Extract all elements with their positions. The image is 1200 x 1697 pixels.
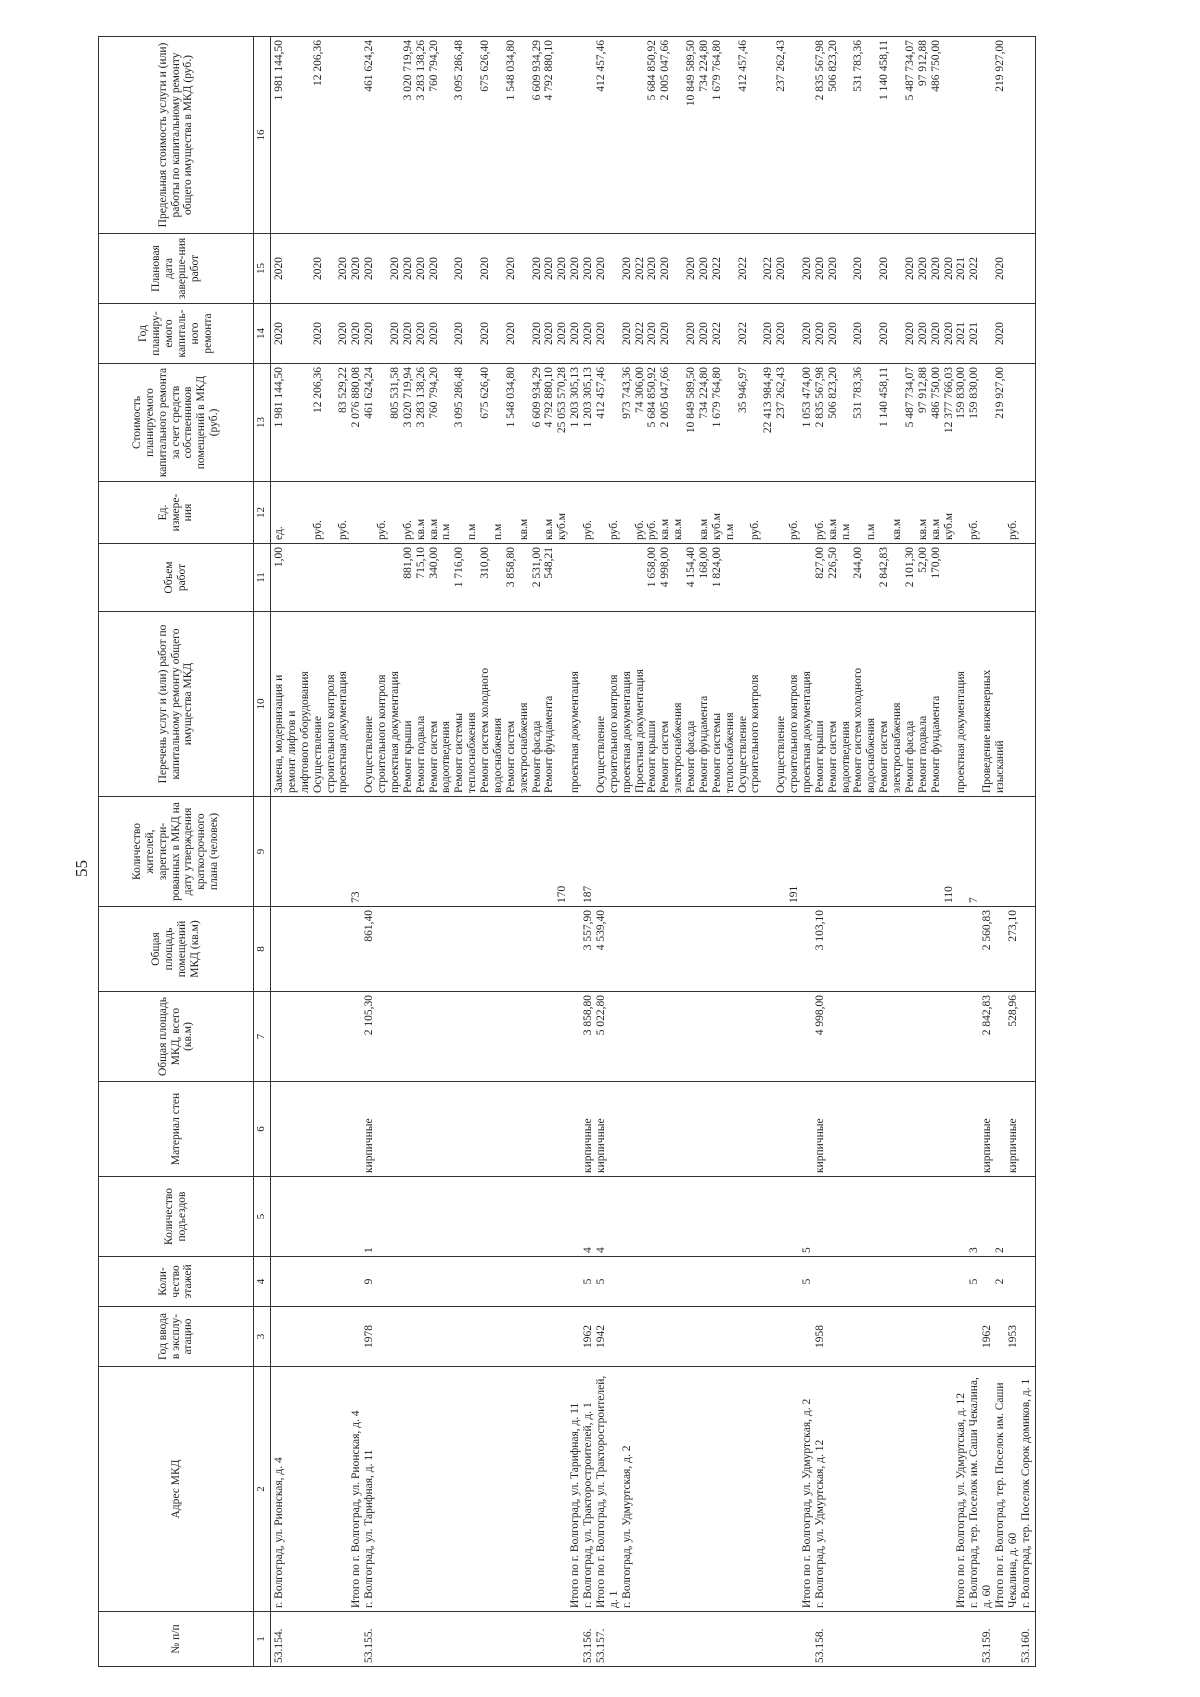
header-row — [99, 37, 254, 1667]
column-number: 6 — [254, 1082, 271, 1177]
column-number: 4 — [254, 1257, 271, 1307]
repair-plan-table — [98, 36, 1036, 1667]
column-number: 11 — [254, 544, 271, 612]
column-number-row — [254, 37, 271, 1667]
header-cell: Ед. измере-ния — [99, 482, 254, 544]
column-number: 13 — [254, 364, 271, 482]
header-cell: Адрес МКД — [99, 1367, 254, 1612]
col-volume: 1,00 881,00 715,10 340,00 1 716,00 310,00 3 858,80 2 531,00 548,21 1 658,00 4 998,00 4 154,40 168,00 1 824,00 827,00 226,50 244,00 2 842,83 2 101,30 52,00 170,00 — [271, 544, 1036, 612]
header-cell: Перечень услуг и (или) работ по капитальному ремонту общего имущества МКД — [99, 612, 254, 797]
column-number: 16 — [254, 37, 271, 234]
col-premises-area: 861,40 3 557,90 4 539,40 3 103,10 2 560,83 273,10 — [271, 907, 1036, 992]
header-cell: Год ввода в эксплу-атацию — [99, 1307, 254, 1367]
column-number: 10 — [254, 612, 271, 797]
col-cost: 1 981 144,50 12 206,36 83 529,22 2 076 880,08 461 624,24 805 531,58 3 020 719,94 3 283 138,26 760 794,20 3 095 286,48 675 626,40 1 548 034,80 6 609 934,29 4 792 880,10 25 053 570,28 1 203 305,13 1 203 305,13 412 457,46 973 743,36 74 306,00 5 684 850,92 2 005 047,66 10 849 589,50 734 224,80 1 679 764,80 35 946,97 22 413 984,49 237 262,43 1 053 474,00 2 835 567,98 506 823,20 531 783,36 1 140 458,11 5 487 734,07 97 912,88 486 750,00 12 377 766,03 159 830,00 159 830,00 219 927,00 — [271, 364, 1036, 482]
header-cell: Плановая дата заверше-ния работ — [99, 234, 254, 304]
col-end-date: 2020 2020 2020 2020 2020 2020 2020 2020 2020 2020 2020 2020 2020 2020 2020 2020 2020 2020 2020 2022 2020 2020 2020 2020 2022 2022 2022 2020 2020 2020 2020 2020 2020 2020 2020 2020 2020 2021 2022 2020 — [271, 234, 1036, 304]
header-cell: Количество жителей, зарегистри-рованных в МКД на дату утверждения краткосрочного плана (человек) — [99, 797, 254, 907]
col-number: 53.154. 53.155. 53.156. 53.157. 53.158. 53.159. 53.160. — [271, 1612, 1036, 1667]
col-wall-material: кирпичные кирпичные кирпичные кирпичные кирпичные кирпичные — [271, 1082, 1036, 1177]
column-number: 7 — [254, 992, 271, 1082]
col-floors: 9 5 5 5 5 2 — [271, 1257, 1036, 1307]
column-number: 8 — [254, 907, 271, 992]
body-row — [271, 37, 1036, 1667]
col-repair-year: 2020 2020 2020 2020 2020 2020 2020 2020 2020 2020 2020 2020 2020 2020 2020 2020 2020 2020 2020 2022 2020 2020 2020 2020 2022 2022 2020 2020 2020 2020 2020 2020 2020 2020 2020 2020 2020 2021 2021 2020 — [271, 304, 1036, 364]
header-cell: Год планиру-емого капиталь-ного ремонта — [99, 304, 254, 364]
col-residents: 73 170 187 191 110 7 — [271, 797, 1036, 907]
col-total-area: 2 105,30 3 858,80 5 022,80 4 998,00 2 842,83 528,96 — [271, 992, 1036, 1082]
column-number: 1 — [254, 1612, 271, 1667]
header-cell: Стоимость планируемого капитального ремонта за счет средств собственников помещений в МКД (руб.) — [99, 364, 254, 482]
header-cell: Общая площадь МКД, всего (кв.м) — [99, 992, 254, 1082]
col-entrances: 1 4 4 5 3 2 — [271, 1177, 1036, 1257]
column-number: 15 — [254, 234, 271, 304]
column-number: 12 — [254, 482, 271, 544]
column-number: 5 — [254, 1177, 271, 1257]
col-max-cost: 1 981 144,50 12 206,36 461 624,24 3 020 719,94 3 283 138,26 760 794,20 3 095 286,48 675 626,40 1 548 034,80 6 609 934,29 4 792 880,10 412 457,46 5 684 850,92 2 005 047,66 10 849 589,50 734 224,80 1 679 764,80 412 457,46 237 262,43 2 835 567,98 506 823,20 531 783,36 1 140 458,11 5 487 734,07 97 912,88 486 750,00 219 927,00 — [271, 37, 1036, 234]
column-number: 9 — [254, 797, 271, 907]
header-cell: Объем работ — [99, 544, 254, 612]
col-works: Замена, модернизация и ремонт лифтов и лифтового оборудования Осуществление строительного контроля проектная документация Осуществление строительного контроля проектная документация Ремонт крыши Ремонт подвала Ремонт систем водоотведения Ремонт системы теплоснабжения Ремонт систем холодного водоснабжения Ремонт систем электроснабжения Ремонт фасада Ремонт фундамента проектная документация Осуществление строительного контроля проектная документация Проектная документация Ремонт крыши Ремонт систем электроснабжения Ремонт фасада Ремонт фундамента Ремонт системы теплоснабжения Осуществление строительного контроля Осуществление строительного контроля проектная документация Ремонт крыши Ремонт систем водоотведения Ремонт систем холодного водоснабжения Ремонт систем электроснабжения Ремонт фасада Ремонт подвала Ремонт фундамента проектная документация Проведение инженерных изысканий — [271, 612, 1036, 797]
header-cell: Материал стен — [99, 1082, 254, 1177]
header-cell: № п/п — [99, 1612, 254, 1667]
col-unit: ед. руб. руб. руб. руб. кв.м кв.м п.м п.м п.м кв.м кв.м куб.м руб. руб. руб. руб. кв.м кв.м кв.м куб.м п.м руб. руб. руб. кв.м п.м п.м кв.м кв.м кв.м куб.м руб. руб. — [271, 482, 1036, 544]
header-cell: Коли-чество этажей — [99, 1257, 254, 1307]
page-number: 55 — [72, 860, 91, 877]
header-cell: Предельная стоимость услуги и (или) работы по капитальному ремонту общего имущества в МКД (руб.) — [99, 37, 254, 234]
col-year-built: 1978 1962 1942 1958 1962 1953 — [271, 1307, 1036, 1367]
col-address: г. Волгоград, ул. Рионская, д. 4 Итого по г. Волгоград, ул. Рионская, д. 4 г. Волгоград, ул. Тарифная, д. 11 Итого по г. Волгоград, ул. Тарифная, д. 11 г. Волгоград, ул. Тракторостроителей, д. 1 Итого по г. Волгоград, ул. Тракторостроителей, д. 1 г. Волгоград, ул. Удмуртская, д. 2 Итого по г. Волгоград, ул. Удмуртская, д. 2 г. Волгоград, ул. Удмуртская, д. 12 Итого по г. Волгоград, ул. Удмуртская, д. 12 г. Волгоград, тер. Поселок им. Саши Чекалина, д. 60 Итого по г. Волгоград, тер. Поселок им. Саши Чекалина, д. 60 г. Волгоград, тер. Поселок Сорок домиков, д. 1 — [271, 1367, 1036, 1612]
column-number: 14 — [254, 304, 271, 364]
column-number: 3 — [254, 1307, 271, 1367]
header-cell: Количество подъездов — [99, 1177, 254, 1257]
header-cell: Общая площадь помещений МКД (кв.м) — [99, 907, 254, 992]
column-number: 2 — [254, 1367, 271, 1612]
